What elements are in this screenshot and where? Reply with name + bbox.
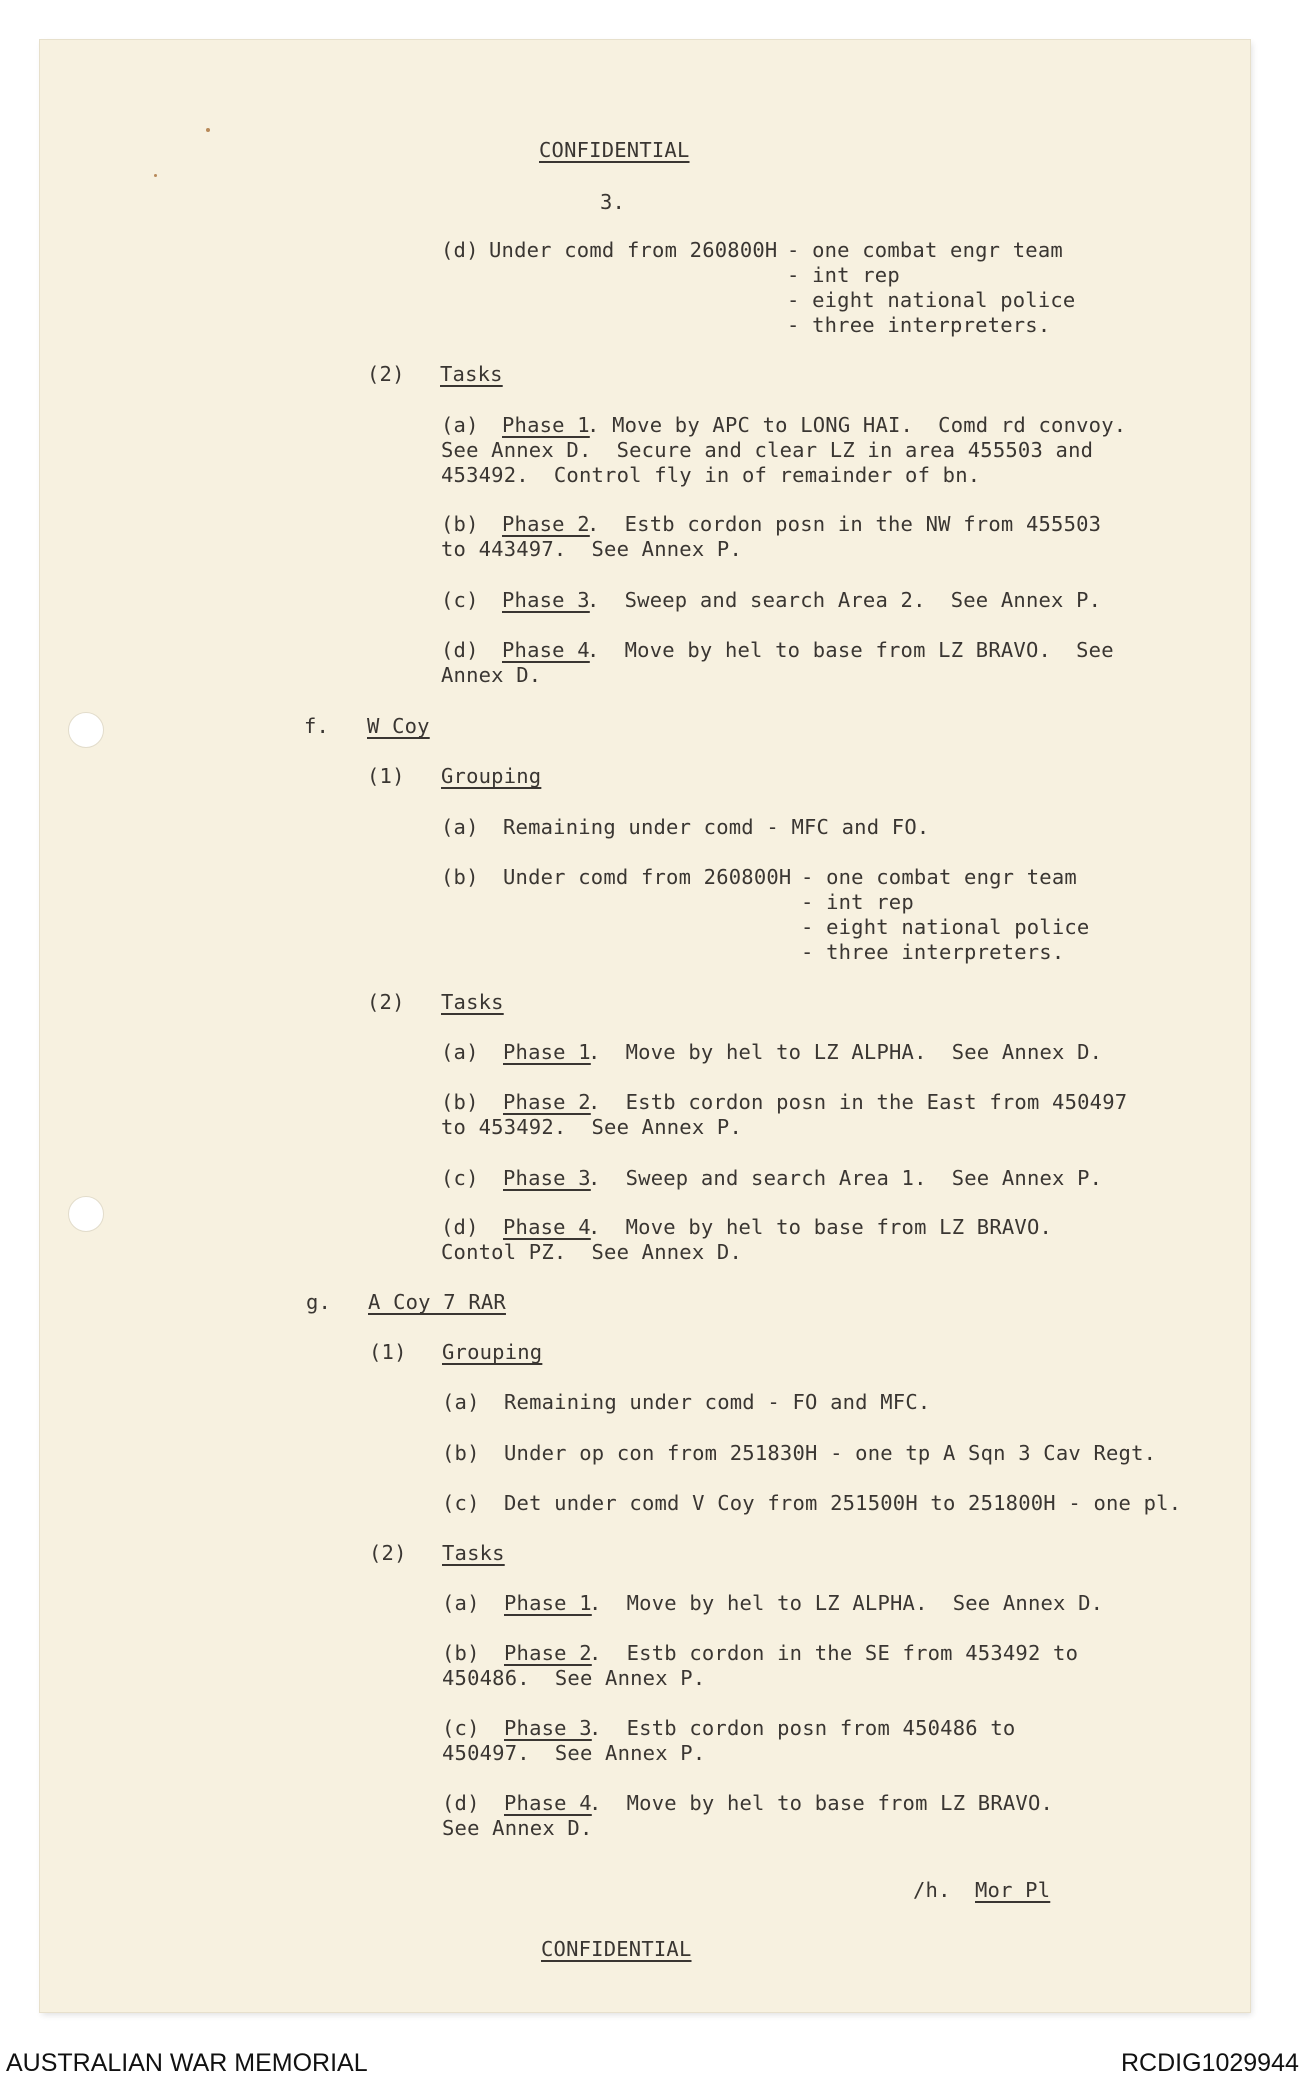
phase-label: Phase 3 [504,1716,592,1740]
task-text: . Move by hel to base from LZ BRAVO. See [587,638,1114,662]
task-text: . Estb cordon posn from 450486 to [589,1716,1016,1740]
task-text: Contol PZ. See Annex D. [441,1240,743,1264]
list-item: - three interpreters. [801,940,1065,964]
classification-header: CONFIDENTIAL [539,138,690,162]
section-letter: f. [304,714,330,738]
task-text: 450486. See Annex P. [442,1666,706,1690]
punch-hole-lower [68,1196,104,1232]
task-label: (b) [441,512,479,536]
grouping-d-label: (d) [441,238,479,262]
task-text: See Annex D. Secure and clear LZ in area 455503 and [441,438,1094,462]
phase-label: Phase 1 [503,1040,591,1064]
phase-label: Phase 3 [503,1166,591,1190]
phase-label: Phase 4 [503,1215,591,1239]
grouping-a-text: Remaining under comd - MFC and FO. [503,815,930,839]
phase-label: Phase 2 [503,1090,591,1114]
grouping-heading: Grouping [442,1340,543,1364]
task-text: See Annex D. [442,1816,593,1840]
tasks-number: (2) [367,362,405,386]
task-text: . Sweep and search Area 2. See Annex P. [587,588,1102,612]
section-title: W Coy [367,714,430,738]
list-item: - one combat engr team [801,865,1077,889]
phase-label: Phase 3 [502,588,590,612]
phase-label: Phase 2 [502,512,590,536]
tasks-heading: Tasks [440,362,503,386]
continuation-prefix: /h. [913,1878,951,1902]
task-text: . Move by hel to LZ ALPHA. See Annex D. [589,1591,1104,1615]
task-text: 453492. Control fly in of remainder of bn. [441,463,981,487]
grouping-d-text: Under comd from 260800H [489,238,778,262]
paper-mark [154,174,157,177]
paper-mark [206,128,210,132]
section-letter: g. [306,1290,332,1314]
task-text: . Move by hel to base from LZ BRAVO. [589,1791,1054,1815]
list-item: - int rep [787,263,900,287]
grouping-number: (1) [367,764,405,788]
archive-reference: RCDIG1029944 [1121,2049,1299,2077]
phase-label: Phase 1 [504,1591,592,1615]
task-text: . Estb cordon posn in the East from 450497 [588,1090,1128,1114]
task-text: . Estb cordon posn in the NW from 455503 [587,512,1102,536]
grouping-item-label: (a) [442,1390,480,1414]
grouping-b-label: (b) [441,865,479,889]
phase-label: Phase 2 [504,1641,592,1665]
task-text: to 453492. See Annex P. [441,1115,743,1139]
task-label: (b) [441,1090,479,1114]
task-text: Annex D. [441,663,542,687]
task-text: to 443497. See Annex P. [441,537,743,561]
grouping-item-text: Under op con from 251830H - one tp A Sqn 3 Cav Regt. [504,1441,1157,1465]
punch-hole-upper [68,712,104,748]
grouping-item-label: (c) [442,1491,480,1515]
task-label: (b) [442,1641,480,1665]
task-label: (d) [442,1791,480,1815]
phase-label: Phase 1 [502,413,590,437]
grouping-item-text: Det under comd V Coy from 251500H to 251800H - one pl. [504,1491,1182,1515]
grouping-b-text: Under comd from 260800H [503,865,792,889]
task-label: (d) [441,1215,479,1239]
grouping-number: (1) [369,1340,407,1364]
task-label: (c) [441,1166,479,1190]
task-label: (d) [441,638,479,662]
phase-label: Phase 4 [504,1791,592,1815]
list-item: - three interpreters. [787,313,1051,337]
task-label: (c) [442,1716,480,1740]
task-label: (a) [441,413,479,437]
archive-name: AUSTRALIAN WAR MEMORIAL [6,2049,368,2077]
list-item: - int rep [801,890,914,914]
tasks-number: (2) [369,1541,407,1565]
task-label: (a) [441,1040,479,1064]
tasks-number: (2) [367,990,405,1014]
grouping-a-label: (a) [441,815,479,839]
task-text: . Sweep and search Area 1. See Annex P. [588,1166,1103,1190]
list-item: - one combat engr team [787,238,1063,262]
task-label: (a) [442,1591,480,1615]
page-number: 3. [600,190,626,214]
tasks-heading: Tasks [441,990,504,1014]
task-text: . Move by hel to base from LZ BRAVO. [588,1215,1053,1239]
list-item: - eight national police [787,288,1076,312]
classification-footer: CONFIDENTIAL [541,1937,692,1961]
task-text: . Move by APC to LONG HAI. Comd rd convoy. [587,413,1127,437]
grouping-item-text: Remaining under comd - FO and MFC. [504,1390,931,1414]
phase-label: Phase 4 [502,638,590,662]
list-item: - eight national police [801,915,1090,939]
grouping-heading: Grouping [441,764,542,788]
tasks-heading: Tasks [442,1541,505,1565]
task-text: . Estb cordon in the SE from 453492 to [589,1641,1079,1665]
grouping-item-label: (b) [442,1441,480,1465]
task-text: 450497. See Annex P. [442,1741,706,1765]
task-text: . Move by hel to LZ ALPHA. See Annex D. [588,1040,1103,1064]
task-label: (c) [441,588,479,612]
section-title: A Coy 7 RAR [368,1290,506,1314]
continuation-title: Mor Pl [975,1878,1051,1902]
